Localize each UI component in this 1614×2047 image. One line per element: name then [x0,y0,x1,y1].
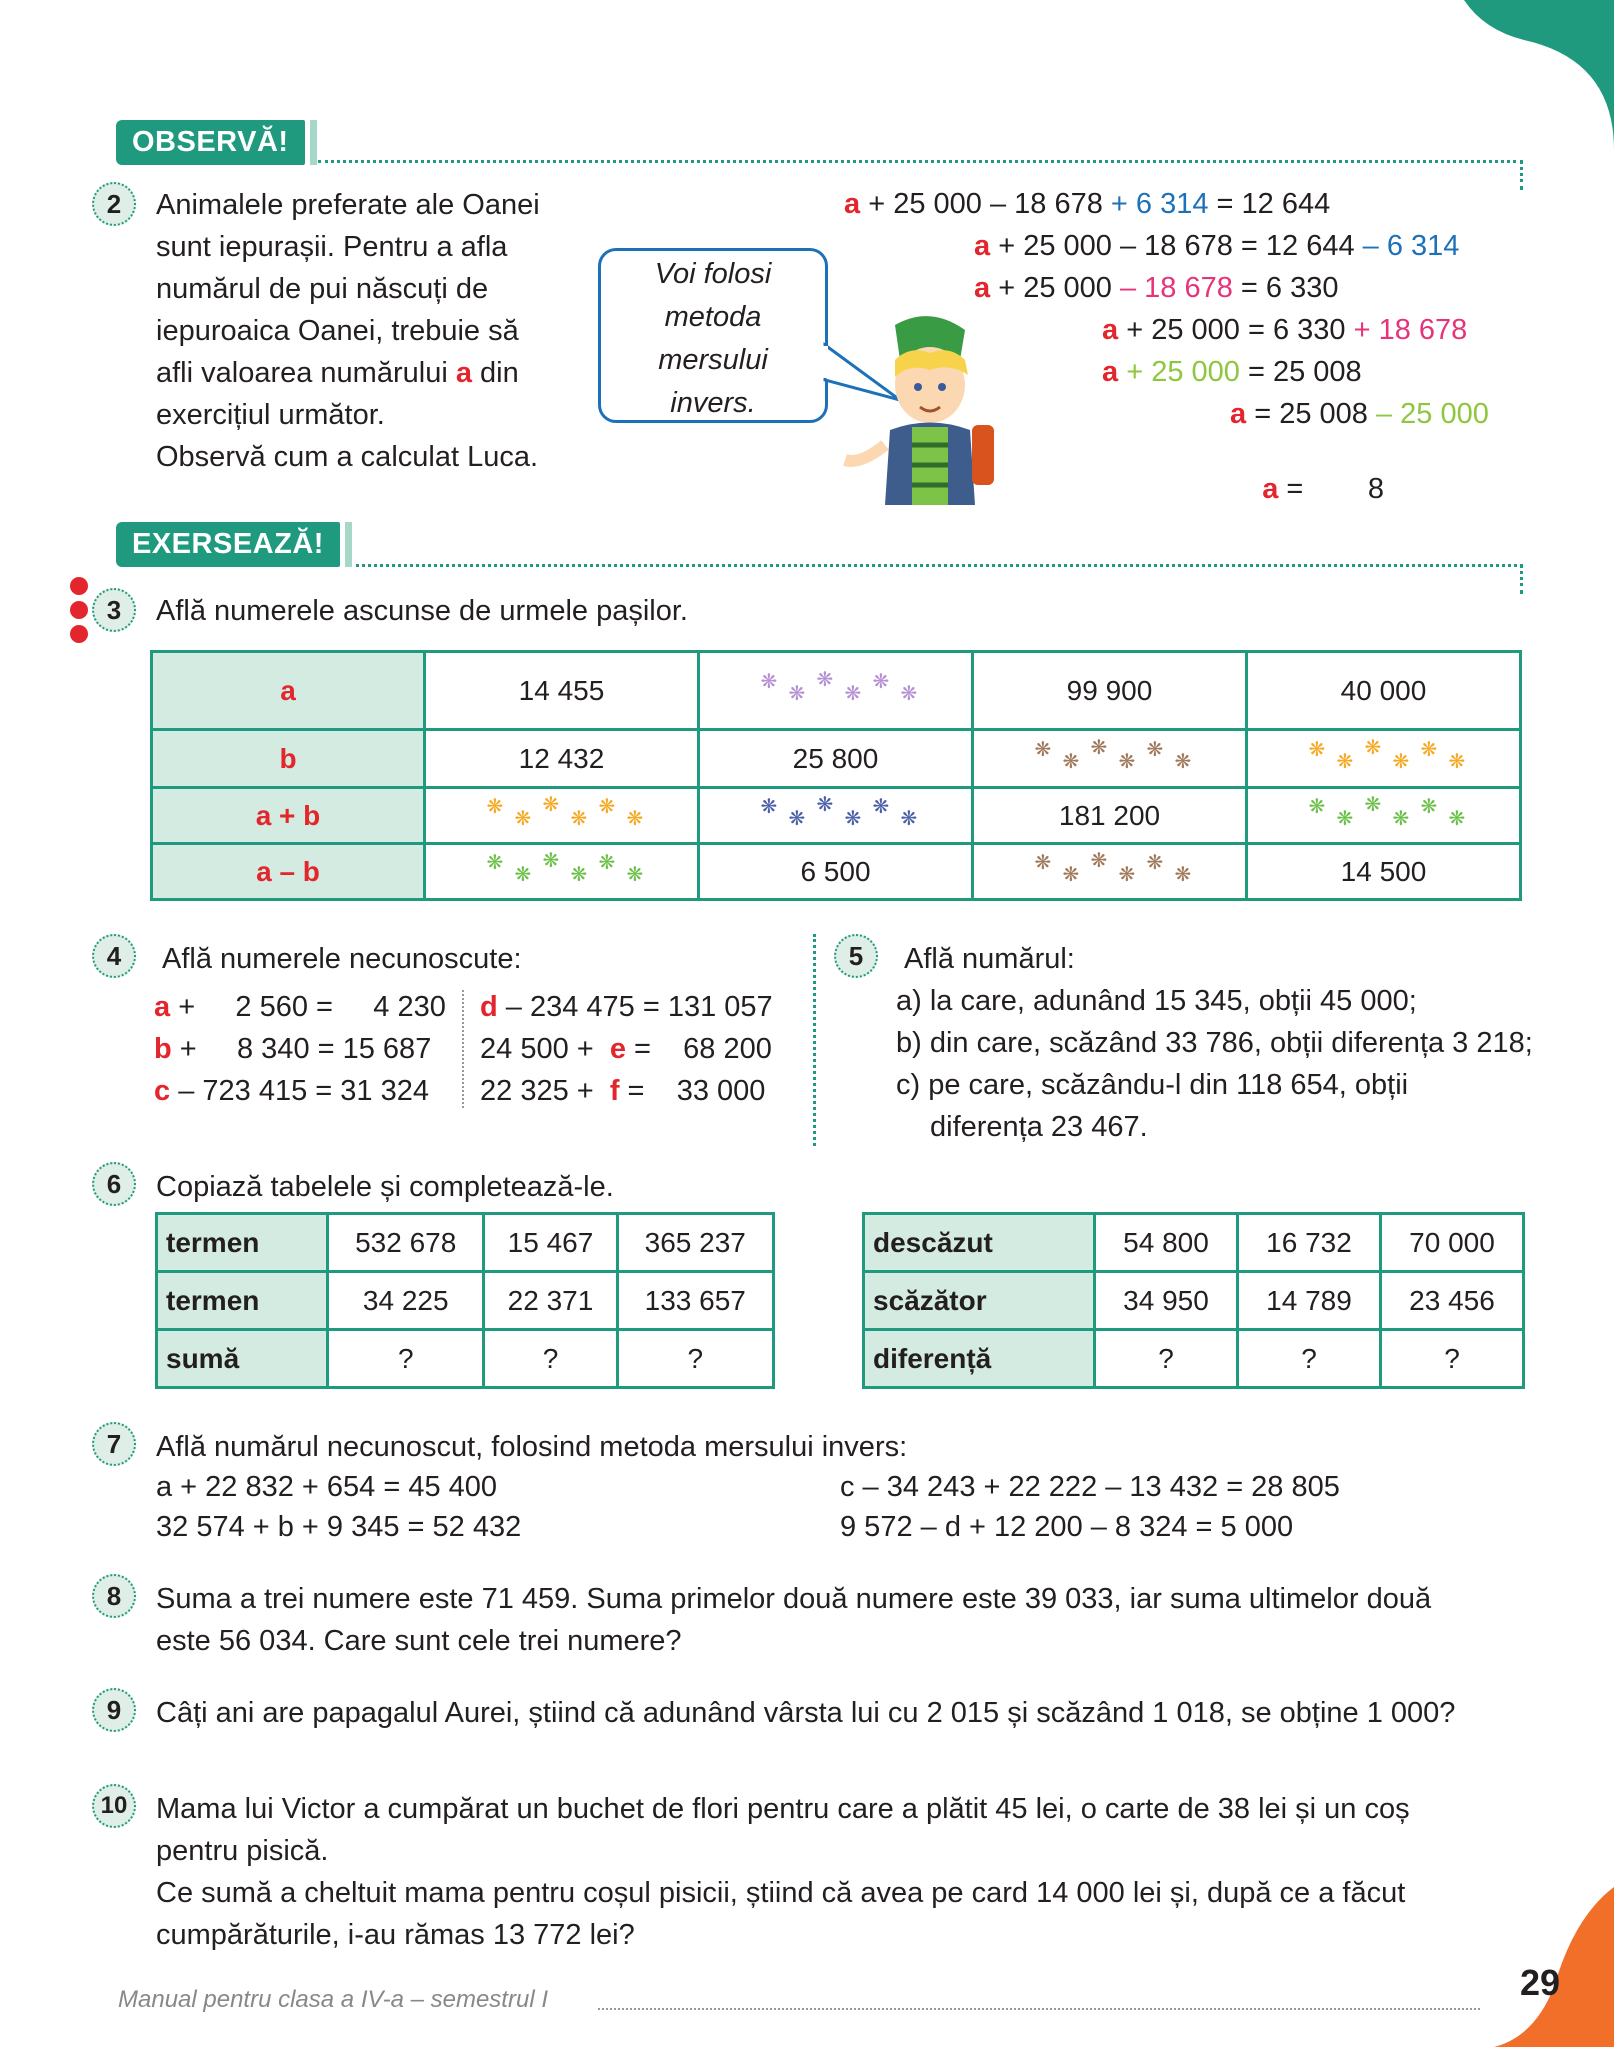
divider [1520,160,1523,190]
divider [813,934,816,1146]
table-cell: ? [1238,1330,1381,1388]
table-cell [1247,788,1521,844]
variable-a: a [1102,314,1119,346]
text-line: exercițiul următor. [156,399,385,431]
paw-prints-icon [486,792,644,832]
table-cell: 22 371 [484,1272,617,1330]
footer-text: Manual pentru clasa a IV-a – semestrul I [118,1986,548,2013]
eq-part: = 25 008 [1239,356,1362,388]
row-label: b [152,730,425,788]
table-row [152,730,1521,788]
text-line: cumpărăturile, i-au rămas 13 772 lei? [156,1919,635,1951]
paw-icon: ❋ [1308,796,1326,818]
eq-part: = 8 [1278,473,1384,505]
text-line: sunt iepurașii. Pentru a afla [156,231,508,263]
paw-icon: ❋ [872,671,890,693]
eq-part: – 234 475 = 131 057 [497,991,773,1023]
table-cell: ? [484,1330,617,1388]
exercise-5-text: Află numărul: [904,943,1075,975]
paw-icon: ❋ [760,796,778,818]
list-item: c) pe care, scăzându-l din 118 654, obții [896,1069,1409,1101]
eq-part: = 12 644 [1208,188,1331,220]
row-label: a [152,652,425,730]
equation: 9 572 – d + 12 200 – 8 324 = 5 000 [840,1511,1294,1543]
eq-part: 22 325 + [480,1075,610,1107]
row-label: a + b [152,788,425,844]
table-cell: ? [1381,1330,1524,1388]
paw-icon: ❋ [1336,808,1354,830]
equation: a + 22 832 + 654 = 45 400 [156,1471,498,1503]
eq-colored-part: – 25 000 [1375,398,1489,430]
paw-icon: ❋ [1062,751,1080,773]
eq-part: + 25 000 – 18 678 = 12 644 [990,230,1363,262]
table-cell: 70 000 [1381,1214,1524,1272]
equation-row [974,230,1459,263]
table-cell: 54 800 [1095,1214,1238,1272]
paw-icon: ❋ [1308,739,1326,761]
list-item: diferența 23 467. [930,1111,1148,1143]
variable-a: a [974,272,991,304]
table-cell [425,844,699,900]
text-line [156,352,519,394]
table-cell: 34 950 [1095,1272,1238,1330]
eq-part: + 25 000 [990,272,1120,304]
variable-a: a [844,188,861,220]
table-cell: 40 000 [1247,652,1521,730]
table-cell: 133 657 [617,1272,773,1330]
row-label: scăzător [864,1272,1095,1330]
table-cell: 6 500 [699,844,973,900]
paw-icon: ❋ [626,808,644,830]
equation-row [974,272,1338,305]
equation: c – 34 243 + 22 222 – 13 432 = 28 805 [840,1471,1340,1503]
paw-icon: ❋ [1118,864,1136,886]
eq-part: = 33 000 [619,1075,766,1107]
paw-icon: ❋ [598,852,616,874]
row-label: termen [157,1272,328,1330]
table-row [157,1330,774,1388]
paw-icon: ❋ [486,796,504,818]
exercise-6-text: Copiază tabelele și completează-le. [156,1171,614,1203]
equation [154,1028,431,1070]
variable-a: a [1102,356,1119,388]
variable: f [609,1075,620,1107]
table-cell: 14 789 [1238,1272,1381,1330]
list-item: a) la care, adunând 15 345, obții 45 000; [896,985,1417,1017]
equation [480,1028,772,1070]
paw-prints-icon [760,792,918,832]
row-label: termen [157,1214,328,1272]
table-cell: 15 467 [484,1214,617,1272]
eq-colored-part: + 6 314 [1110,188,1209,220]
paw-icon: ❋ [844,808,862,830]
equation-row [1102,314,1467,347]
bubble-line: mersului [658,344,768,376]
text-fragment: afli valoarea numărului [156,357,448,389]
table-cell: 12 432 [425,730,699,788]
divider [356,564,1523,567]
table-row [864,1214,1524,1272]
divider [462,990,464,1108]
practice-badge: EXERSEAZĂ! [116,522,340,567]
equation [480,986,773,1028]
paw-icon: ❋ [1090,850,1108,872]
exercise-3-text: Află numerele ascunse de urmele pașilor. [156,595,688,627]
ex3-table [150,650,1522,901]
equation [154,1070,429,1112]
paw-icon: ❋ [1146,739,1164,761]
paw-prints-icon [1034,848,1192,888]
paw-icon: ❋ [1448,808,1466,830]
paw-icon: ❋ [1364,794,1382,816]
table-cell [973,730,1247,788]
row-label: descăzut [864,1214,1095,1272]
paw-icon: ❋ [542,850,560,872]
paw-icon: ❋ [760,671,778,693]
equation-row [844,188,1330,221]
paw-icon: ❋ [1448,751,1466,773]
exercise-number: 3 [92,588,136,632]
paw-prints-icon [1308,735,1466,775]
paw-icon: ❋ [570,808,588,830]
paw-icon: ❋ [1392,808,1410,830]
paw-icon: ❋ [1034,852,1052,874]
paw-icon: ❋ [872,796,890,818]
paw-prints-icon [486,848,644,888]
eq-colored-part: – 6 314 [1362,230,1460,262]
eq-part: = 6 330 [1232,272,1339,304]
paw-icon: ❋ [514,864,532,886]
table-cell [425,788,699,844]
variable-a: a [455,357,472,389]
table-row [157,1214,774,1272]
paw-prints-icon [1308,792,1466,832]
equation-row [1102,356,1362,389]
divider [318,160,1523,163]
equation [154,986,446,1028]
speech-bubble [598,248,828,423]
exercise-number: 6 [92,1162,136,1206]
table-row [157,1272,774,1330]
table-row [864,1330,1524,1388]
paw-icon: ❋ [1420,739,1438,761]
eq-part: – 723 415 = 31 324 [170,1075,429,1107]
table-cell: 14 500 [1247,844,1521,900]
corner-decoration-top [1464,0,1614,150]
variable: a [154,991,171,1023]
exercise-number: 9 [92,1688,136,1732]
paw-icon: ❋ [542,794,560,816]
paw-icon: ❋ [1034,739,1052,761]
page-number: 29 [1520,1962,1561,2003]
variable: e [609,1033,626,1065]
table-cell: ? [1095,1330,1238,1388]
table-cell: 25 800 [699,730,973,788]
equation [480,1070,765,1112]
table-cell [1247,730,1521,788]
paw-icon: ❋ [514,808,532,830]
boy-illustration [840,315,1020,515]
text-line: pentru pisică. [156,1835,329,1867]
table-cell [973,844,1247,900]
text-line: numărul de pui născuți de [156,273,489,305]
divider [1520,564,1523,594]
observe-badge: OBSERVĂ! [116,120,305,165]
text-line: Suma a trei numere este 71 459. Suma primelor două numere este 39 033, iar suma ultimelor două [156,1583,1432,1615]
variable-a: a [1262,473,1279,505]
bubble-line: invers. [670,387,756,419]
list-item: b) din care, scăzând 33 786, obții diferența 3 218; [896,1027,1533,1059]
exercise-4-text: Află numerele necunoscute: [162,943,522,975]
footer-divider [598,2008,1480,2010]
table-row [152,844,1521,900]
text-line: Observă cum a calculat Luca. [156,441,539,473]
paw-icon: ❋ [1392,751,1410,773]
eq-part: + 2 560 = 4 230 [170,991,446,1023]
eq-part [1118,356,1126,388]
table-row [152,652,1521,730]
paw-icon: ❋ [788,683,806,705]
exercise-number: 4 [92,934,136,978]
paw-icon: ❋ [816,794,834,816]
table-cell: ? [328,1330,484,1388]
variable: d [480,991,498,1023]
paw-icon: ❋ [598,796,616,818]
exercise-number: 10 [92,1784,136,1828]
text-line: Animalele preferate ale Oanei [156,189,540,221]
variable: b [154,1033,172,1065]
text-fragment: din [480,357,519,389]
exercise-number: 2 [92,182,136,226]
exercise-7-text: Află numărul necunoscut, folosind metoda mersului invers: [156,1431,908,1463]
bubble-line: Voi folosi [654,258,772,290]
table-cell: 34 225 [328,1272,484,1330]
paw-icon: ❋ [1364,737,1382,759]
table-cell: 532 678 [328,1214,484,1272]
paw-icon: ❋ [1062,864,1080,886]
paw-icon: ❋ [486,852,504,874]
equation-row [1230,440,1384,539]
paw-prints-icon [760,667,918,707]
table-cell: 16 732 [1238,1214,1381,1272]
paw-icon: ❋ [900,808,918,830]
paw-icon: ❋ [816,669,834,691]
table-cell: 14 455 [425,652,699,730]
table-cell: 23 456 [1381,1272,1524,1330]
row-label: sumă [157,1330,328,1388]
text-line: este 56 034. Care sunt cele trei numere? [156,1625,682,1657]
paw-icon: ❋ [1118,751,1136,773]
table-row [152,788,1521,844]
paw-icon: ❋ [900,683,918,705]
eq-colored-part: – 18 678 [1119,272,1233,304]
row-label: a – b [152,844,425,900]
table-cell: 181 200 [973,788,1247,844]
paw-icon: ❋ [1174,751,1192,773]
paw-prints-icon [1034,735,1192,775]
eq-part: + 25 000 = 6 330 [1118,314,1354,346]
eq-part: 24 500 + [480,1033,610,1065]
paw-icon: ❋ [1420,796,1438,818]
variable-a: a [974,230,991,262]
exercise-number: 5 [834,934,878,978]
table-cell [699,652,973,730]
paw-icon: ❋ [1146,852,1164,874]
text-line: Mama lui Victor a cumpărat un buchet de flori pentru care a plătit 45 lei, o carte de 38 lei și un coș [156,1793,1410,1825]
table-cell: ? [617,1330,773,1388]
difficulty-dots [66,576,92,646]
row-label: diferență [864,1330,1095,1388]
table-cell: 99 900 [973,652,1247,730]
text-line: Câți ani are papagalul Aurei, știind că adunând vârsta lui cu 2 015 și scăzând 1 018, se obține 1 000? [156,1697,1456,1729]
paw-icon: ❋ [1336,751,1354,773]
paw-icon: ❋ [570,864,588,886]
paw-icon: ❋ [626,864,644,886]
equation: 32 574 + b + 9 345 = 52 432 [156,1511,522,1543]
table-cell [699,788,973,844]
paw-icon: ❋ [1090,737,1108,759]
eq-part: + 8 340 = 15 687 [171,1033,432,1065]
exercise-number: 8 [92,1574,136,1618]
eq-colored-part: + 25 000 [1126,356,1240,388]
difference-table [862,1212,1525,1389]
eq-colored-part: + 18 678 [1353,314,1468,346]
bubble-line: metoda [664,301,762,333]
text-line: iepuroaica Oanei, trebuie să [156,315,519,347]
exercise-number: 7 [92,1422,136,1466]
variable: c [154,1075,171,1107]
paw-icon: ❋ [844,683,862,705]
eq-part: = 68 200 [625,1033,772,1065]
table-cell: 365 237 [617,1214,773,1272]
table-row [864,1272,1524,1330]
text-line: Ce sumă a cheltuit mama pentru coșul pisicii, știind că avea pe card 14 000 lei și, după ce a făcut [156,1877,1406,1909]
eq-part: = 25 008 [1246,398,1376,430]
paw-icon: ❋ [1174,864,1192,886]
equation-row [1230,398,1489,431]
sum-table [155,1212,775,1389]
eq-part: + 25 000 – 18 678 [860,188,1111,220]
variable-a: a [1230,398,1247,430]
paw-icon: ❋ [788,808,806,830]
